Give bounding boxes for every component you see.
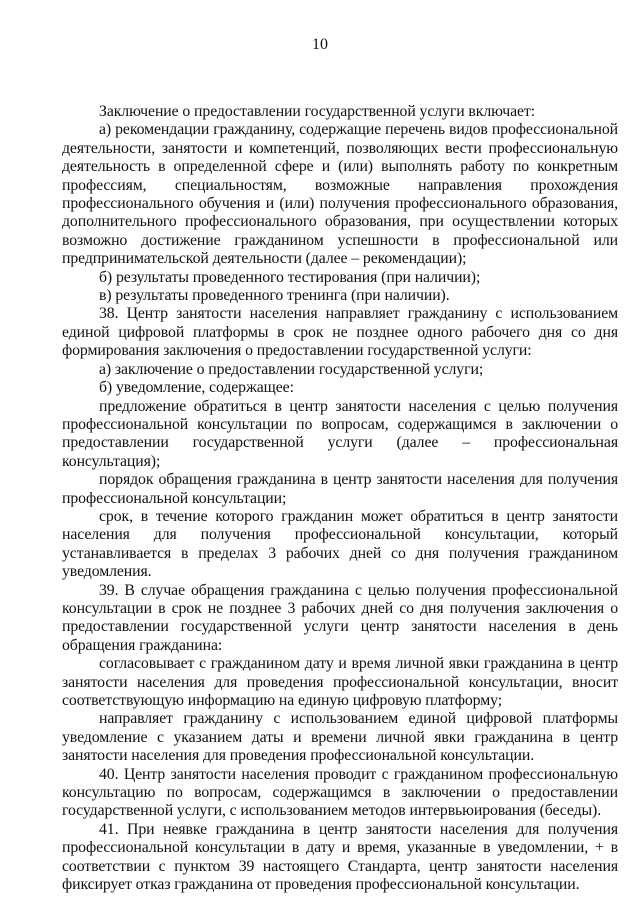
paragraph-39: 39. В случае обращения гражданина с целью получения профессиональной консультации в срок не позднее 3 рабочих дней со дня получения заключения о предоставлении государственной услуги центр занятости населения в день обращения гражданина:	[62, 581, 618, 654]
paragraph-40: 40. Центр занятости населения проводит с гражданином профессиональную консультацию по вопросам, содержащимся в заключении о предоставлении государственной услуги, с использованием методов интервьюирования (беседы).	[62, 765, 618, 820]
paragraph-38-offer: предложение обратиться в центр занятости населения с целью получения профессиональной консультации по вопросам, содержащимся в заключении о предоставлении государственной услуги (далее – профессиональная консультация);	[62, 397, 618, 470]
paragraph-item-b-testing: б) результаты проведенного тестирования (при наличии);	[99, 268, 481, 286]
paragraph-item-a-recommendations: а) рекомендации гражданину, содержащие перечень видов профессиональной деятельности, занятости и компетенций, позволяющих вести профессиональную деятельность в определенной сфере и (или) выполнять работу по конкретным профессиям, специальностям, возможные направления прохождения профессионального обучения и (или) получения профессионального образования, дополнительного профессионального образования, при осуществлении которых возможно достижение гражданином успешности в профессиональной или предпринимательской деятельности (далее – рекомендации);	[62, 121, 618, 268]
paragraph-38: 38. Центр занятости населения направляет гражданину с использованием единой цифровой платформы в срок не позднее одного рабочего дня со дня формирования заключения о предоставлении государственной услуги:	[62, 305, 618, 360]
paragraph-39-sends: направляет гражданину с использованием единой цифровой платформы уведомление с указанием даты и времени личной явки гражданина в центр занятости населения для проведения профессиональной консультации.	[62, 710, 618, 765]
paragraph-38-item-a: а) заключение о предоставлении государственной услуги;	[99, 360, 484, 378]
document-body	[62, 103, 618, 894]
paragraph-item-v-training: в) результаты проведенного тренинга (при наличии).	[99, 287, 450, 305]
paragraph-39-agrees: согласовывает с гражданином дату и время личной явки гражданина в центр занятости населения для проведения профессиональной консультации, вносит соответствующую информацию на единую цифровую платформу;	[62, 655, 618, 709]
paragraph-intro: Заключение о предоставлении государственной услуги включает:	[99, 103, 535, 120]
paragraph-38-term: срок, в течение которого гражданин может обратиться в центр занятости населения для получения профессиональной консультации, который устанавливается в пределах 3 рабочих дней со дня получения гражданином уведомления.	[62, 507, 618, 581]
paragraph-41: 41. При неявке гражданина в центр занятости населения для получения профессиональной консультации в дату и время, указанные в уведомлении, + в соответствии с пунктом 39 настоящего Стандарта, центр занятости населения фиксирует отказ гражданина от проведения профессиональной консультации.	[62, 820, 618, 894]
paragraph-38-item-b: б) уведомление, содержащее:	[99, 379, 294, 397]
paragraph-38-procedure: порядок обращения гражданина в центр занятости населения для получения профессиональной консультации;	[62, 471, 618, 507]
page-number: 10	[312, 36, 328, 53]
